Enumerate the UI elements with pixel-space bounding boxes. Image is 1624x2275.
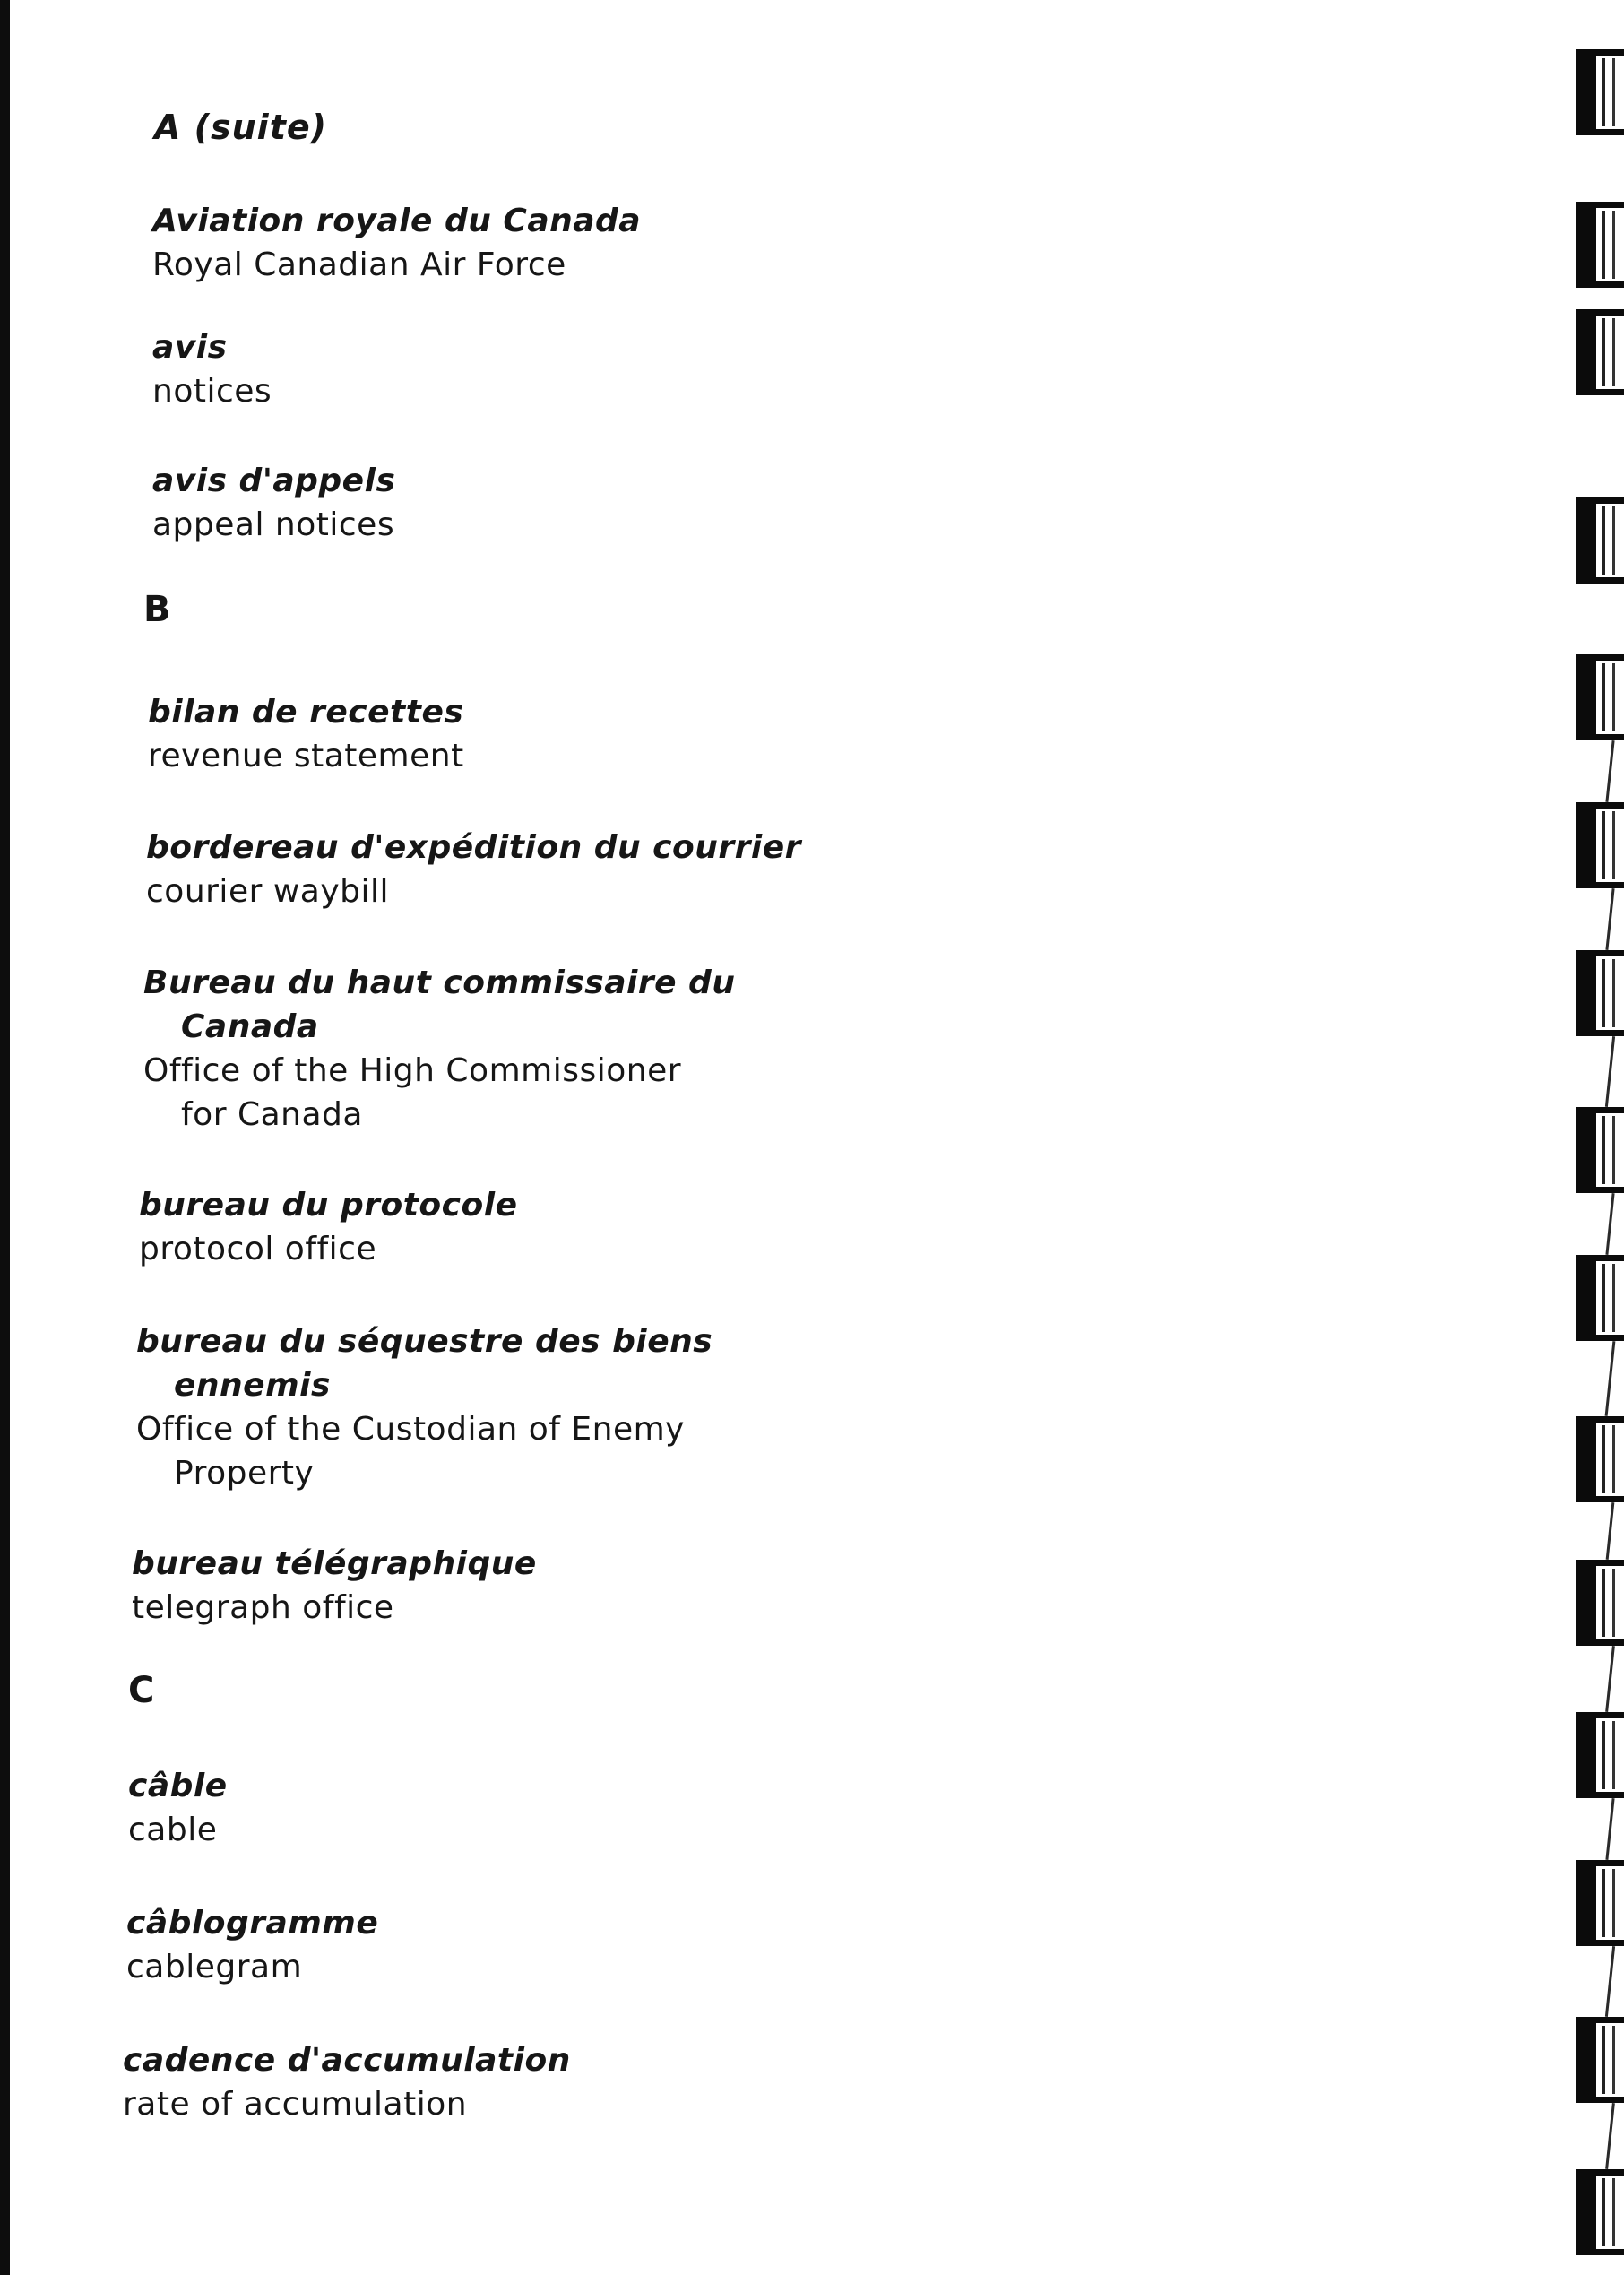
binding-ring-part	[1576, 2169, 1596, 2255]
binding-ring-part	[1602, 1116, 1605, 1184]
binding-ring-part	[1612, 2026, 1615, 2094]
binding-wire	[1605, 888, 1614, 950]
entry-english-term: Office of the Custodian of Enemy	[136, 1411, 685, 1448]
binding-ring-part	[1576, 1792, 1624, 1798]
entry-french-term: câblogramme	[126, 1905, 379, 1942]
binding-ring-part	[1576, 281, 1624, 288]
binding-ring-part	[1576, 1416, 1624, 1423]
entry-french-term: avis d'appels	[152, 463, 396, 499]
binding-ring-part	[1612, 318, 1615, 386]
entry-english-term: notices	[152, 373, 272, 410]
binding-ring	[1573, 802, 1624, 888]
entry-bureau-protocole	[139, 1183, 517, 1271]
binding-ring-part	[1576, 1860, 1596, 1946]
entry-bureau-telegraphique	[132, 1542, 537, 1630]
binding-ring-part	[1576, 734, 1624, 740]
entry-french-term-continued: Canada	[181, 1008, 319, 1045]
entry-bilan-recettes	[148, 690, 464, 778]
binding-ring-part	[1612, 1264, 1615, 1332]
binding-ring-part	[1576, 1560, 1596, 1646]
binding-ring	[1573, 1712, 1624, 1798]
binding-ring-part	[1576, 1107, 1624, 1113]
binding-ring-part	[1612, 211, 1615, 279]
entry-cable	[128, 1764, 228, 1852]
binding-ring-part	[1576, 1255, 1624, 1261]
binding-ring-part	[1576, 1030, 1624, 1036]
binding-ring-part	[1576, 202, 1624, 208]
entry-french-term: bureau du protocole	[139, 1187, 518, 1224]
entry-french-term-continued: ennemis	[174, 1367, 331, 1404]
entry-french-term: Bureau du haut commissaire du	[143, 964, 736, 1001]
binding-ring	[1573, 654, 1624, 740]
binding-ring-part	[1576, 1107, 1596, 1193]
entry-french-term: cadence d'accumulation	[123, 2042, 571, 2079]
binding-ring-part	[1576, 1335, 1624, 1341]
entry-avis	[152, 325, 272, 413]
binding-ring-part	[1576, 950, 1596, 1036]
binding-ring-part	[1602, 1264, 1605, 1332]
binding-ring	[1573, 1255, 1624, 1341]
entry-english-term-continued: for Canada	[181, 1096, 363, 1133]
binding-ring-part	[1576, 1255, 1596, 1341]
binding-ring-part	[1602, 2026, 1605, 2094]
continued-heading: A (suite)	[154, 108, 328, 147]
binding-ring-part	[1612, 1721, 1615, 1789]
section-letter-b: B	[143, 589, 172, 630]
entry-bureau-haut-commissaire	[143, 961, 735, 1137]
binding-ring-part	[1602, 211, 1605, 279]
binding-ring-part	[1602, 1569, 1605, 1637]
entry-avis-appels	[152, 459, 395, 547]
binding-ring-part	[1576, 882, 1624, 888]
binding-ring-part	[1576, 950, 1624, 956]
entry-english-term: revenue statement	[148, 738, 464, 774]
entry-english-term: rate of accumulation	[123, 2086, 468, 2123]
binding-wire	[1605, 2103, 1615, 2169]
binding-ring-part	[1576, 577, 1624, 584]
binding-ring-part	[1612, 506, 1615, 575]
binding-ring-part	[1576, 1940, 1624, 1946]
entry-aviation-royale	[152, 199, 641, 287]
binding-ring-part	[1576, 1416, 1596, 1502]
binding-ring-part	[1576, 1187, 1624, 1193]
binding-ring	[1573, 1416, 1624, 1502]
binding-ring-part	[1576, 1496, 1624, 1502]
entry-french-term: bordereau d'expédition du courrier	[146, 829, 801, 866]
binding-ring	[1573, 1107, 1624, 1193]
entry-french-term: câble	[128, 1768, 228, 1804]
binding-ring-part	[1576, 2097, 1624, 2103]
binding-ring	[1573, 1860, 1624, 1946]
binding-wire	[1605, 1193, 1614, 1255]
entry-french-term: bilan de recettes	[148, 694, 464, 731]
entry-cadence-accumulation	[123, 2038, 571, 2126]
binding-ring-part	[1612, 58, 1615, 126]
entry-bordereau	[146, 826, 801, 913]
entry-english-term: Royal Canadian Air Force	[152, 247, 566, 283]
binding-ring-part	[1612, 1116, 1615, 1184]
entry-cablogramme	[126, 1901, 378, 1989]
binding-ring-part	[1576, 654, 1596, 740]
binding-ring-part	[1576, 654, 1624, 661]
binding-ring-part	[1602, 1869, 1605, 1937]
binding-ring-part	[1576, 497, 1596, 584]
binding-ring-part	[1576, 1639, 1624, 1646]
binding-ring-part	[1576, 309, 1624, 316]
binding-ring-part	[1576, 309, 1596, 395]
binding-ring-part	[1602, 318, 1605, 386]
binding-ring-part	[1576, 1560, 1624, 1566]
binding-ring-part	[1602, 506, 1605, 575]
entry-bureau-sequestre	[136, 1319, 713, 1495]
binding-ring	[1573, 2017, 1624, 2103]
binding-ring-part	[1576, 2017, 1596, 2103]
binding-ring-part	[1576, 49, 1596, 135]
binding-ring-part	[1612, 1869, 1615, 1937]
binding-ring	[1573, 2169, 1624, 2255]
binding-ring-part	[1576, 2249, 1624, 2255]
entry-english-term: cable	[128, 1812, 218, 1848]
binding-ring-part	[1576, 802, 1624, 809]
entry-english-term: Office of the High Commissioner	[143, 1052, 682, 1089]
binding-ring-part	[1602, 959, 1605, 1027]
binding-ring-part	[1576, 2169, 1624, 2176]
binding-wire	[1605, 1341, 1616, 1416]
entry-french-term: bureau du séquestre des biens	[136, 1323, 713, 1360]
entry-english-term-continued: Property	[174, 1455, 315, 1492]
binding-ring-part	[1612, 959, 1615, 1027]
binding-ring-part	[1576, 129, 1624, 135]
entry-english-term: telegraph office	[132, 1589, 394, 1626]
entry-french-term: Aviation royale du Canada	[152, 203, 642, 239]
entry-english-term: cablegram	[126, 1949, 303, 1985]
binding-ring-part	[1612, 663, 1615, 731]
binding-ring-part	[1576, 1712, 1624, 1718]
entry-english-term: courier waybill	[146, 873, 389, 910]
entry-french-term: bureau télégraphique	[132, 1545, 537, 1582]
binding-ring-part	[1576, 49, 1624, 56]
binding-ring-part	[1576, 202, 1596, 288]
binding-ring	[1573, 202, 1624, 288]
binding-wire	[1606, 1502, 1615, 1560]
section-letter-c: C	[128, 1670, 156, 1711]
binding-ring-part	[1576, 2017, 1624, 2023]
spiral-binding	[1573, 0, 1624, 2275]
binding-ring-part	[1612, 2178, 1615, 2246]
binding-ring-part	[1576, 1860, 1624, 1866]
binding-ring-part	[1576, 497, 1624, 504]
binding-ring	[1573, 950, 1624, 1036]
binding-ring-part	[1612, 811, 1615, 879]
entry-english-term: appeal notices	[152, 506, 395, 543]
binding-wire	[1605, 740, 1614, 802]
binding-ring-part	[1602, 58, 1605, 126]
binding-ring-part	[1602, 1425, 1605, 1493]
binding-ring-part	[1602, 663, 1605, 731]
binding-wire	[1605, 1798, 1614, 1860]
binding-ring-part	[1576, 389, 1624, 395]
binding-ring	[1573, 49, 1624, 135]
binding-ring-part	[1602, 811, 1605, 879]
binding-wire	[1605, 1036, 1615, 1107]
binding-ring-part	[1576, 1712, 1596, 1798]
binding-ring-part	[1576, 802, 1596, 888]
binding-ring-part	[1612, 1425, 1615, 1493]
entry-french-term: avis	[152, 329, 228, 366]
binding-ring-part	[1612, 1569, 1615, 1637]
binding-wire	[1605, 1946, 1615, 2017]
binding-ring	[1573, 1560, 1624, 1646]
binding-wire	[1605, 1646, 1615, 1712]
entry-english-term: protocol office	[139, 1231, 377, 1267]
binding-ring	[1573, 497, 1624, 584]
binding-ring-part	[1602, 1721, 1605, 1789]
binding-ring	[1573, 309, 1624, 395]
binding-ring-part	[1602, 2178, 1605, 2246]
